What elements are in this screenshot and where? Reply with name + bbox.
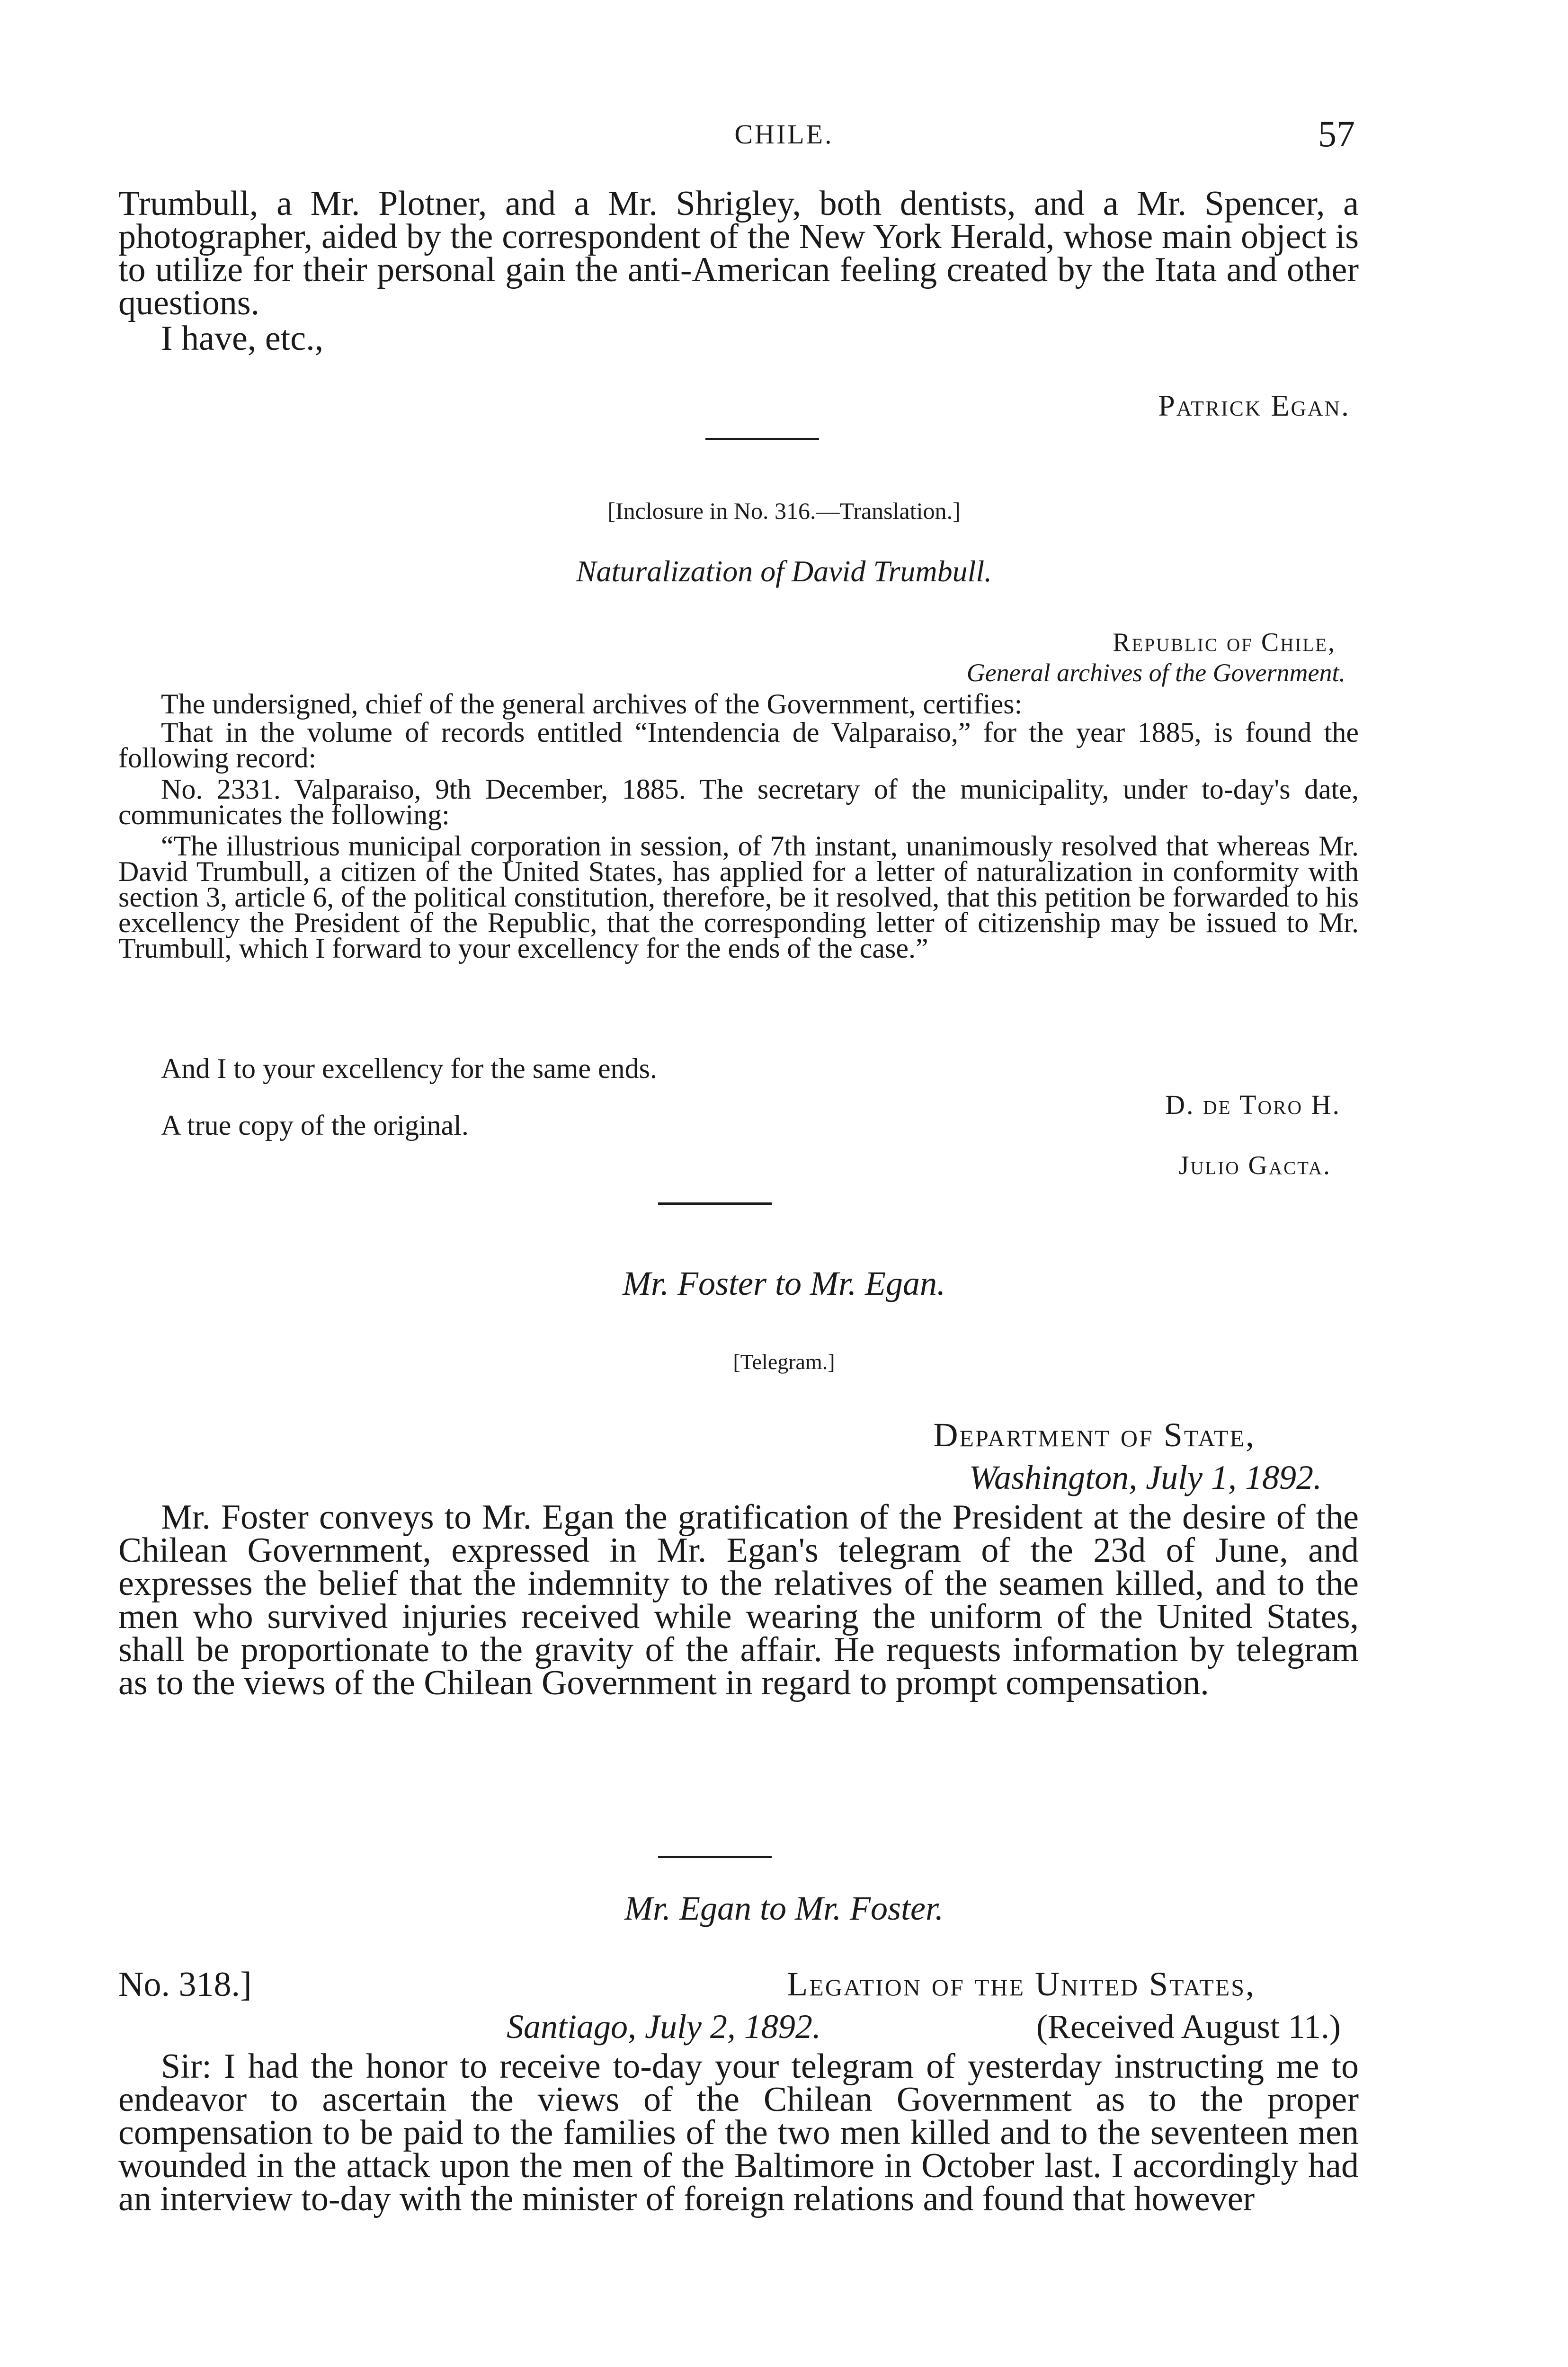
- signature-patrick-egan: Patrick Egan.: [1158, 389, 1350, 422]
- telegram-dateline: Washington, July 1, 1892.: [969, 1459, 1322, 1496]
- running-title: CHILE.: [734, 119, 834, 150]
- intro-paragraph: Trumbull, a Mr. Plotner, and a Mr. Shrigley, both dentists, and a Mr. Spencer, a photographer, aided by the correspondent of the New York Herald, whose main object is to utilize for their personal gain the anti-American feeling created by the Itata and other questions.: [118, 184, 1359, 322]
- received-line: (Received August 11.): [1036, 2008, 1341, 2046]
- letter-body: Sir: I had the honor to receive to-day your telegram of yesterday instructing me to endeavor to ascertain the views of the Chilean Government as to the proper compensation to be paid to the families of the two men killed and to the seventeen men wounded in the attack upon the men of the Baltimore in October last. I accordingly had an interview to-day with the minister of foreign relations and found that however: [118, 2047, 1359, 2218]
- section-divider: [705, 438, 819, 440]
- telegram-heading: Mr. Foster to Mr. Egan.: [623, 1264, 945, 1302]
- section-divider: [658, 1202, 772, 1205]
- page-number: 57: [1318, 113, 1355, 154]
- signer-gacta: Julio Gacta.: [1178, 1151, 1331, 1180]
- republic-line: Republic of Chile,: [1113, 628, 1336, 657]
- telegram-label: [Telegram.]: [733, 1350, 835, 1374]
- archives-line: General archives of the Government.: [966, 658, 1345, 687]
- inclosure-para-5: And I to your excellency for the same ends.: [161, 1053, 657, 1084]
- true-copy-line: A true copy of the original.: [161, 1110, 469, 1141]
- signer-de-toro: D. de Toro H.: [1165, 1089, 1341, 1120]
- department-of-state: Department of State,: [933, 1416, 1256, 1454]
- inclosure-title: Naturalization of David Trumbull.: [576, 554, 992, 588]
- intro-closing: I have, etc.,: [161, 319, 324, 358]
- inclosure-para-2: That in the volume of records entitled “Intendencia de Valparaiso,” for the year 1885, is found the following record:: [118, 717, 1359, 774]
- inclosure-para-1: The undersigned, chief of the general archives of the Government, certifies:: [161, 688, 1023, 720]
- inclosure-para-3: No. 2331. Valparaiso, 9th December, 1885. The secretary of the municipality, under to-day's date, communicates the following:: [118, 774, 1359, 830]
- letter-number: No. 318.]: [118, 1965, 252, 2004]
- telegram-body: Mr. Foster conveys to Mr. Egan the gratification of the President at the desire of the Chilean Government, expressed in Mr. Egan's telegram of the 23d of June, and expresses the belief that the indemnity to the relatives of the seamen killed, and to the men who survived injuries received while wearing the uniform of the United States, shall be proportionate to the gravity of the affair. He requests information by telegram as to the views of the Chilean Government in regard to prompt compensation.: [118, 1498, 1359, 1702]
- letter-dateline: Santiago, July 2, 1892.: [507, 2008, 821, 2046]
- letter-heading: Mr. Egan to Mr. Foster.: [624, 1889, 944, 1927]
- inclosure-para-4: “The illustrious municipal corporation in session, of 7th instant, unanimously resolved that whereas Mr. David Trumbull, a citizen of the United States, has applied for a letter of naturalization in conformity with section 3, article 6, of the political constitution, therefore, be it resolved, that this petition be forwarded to his excellency the President of the Republic, that the corresponding letter of citizenship may be issued to Mr. Trumbull, which I forward to your excellency for the ends of the case.”: [118, 830, 1359, 964]
- inclosure-note: [Inclosure in No. 316.—Translation.]: [607, 498, 961, 524]
- section-divider: [658, 1856, 772, 1858]
- legation-line: Legation of the United States,: [787, 1965, 1256, 2003]
